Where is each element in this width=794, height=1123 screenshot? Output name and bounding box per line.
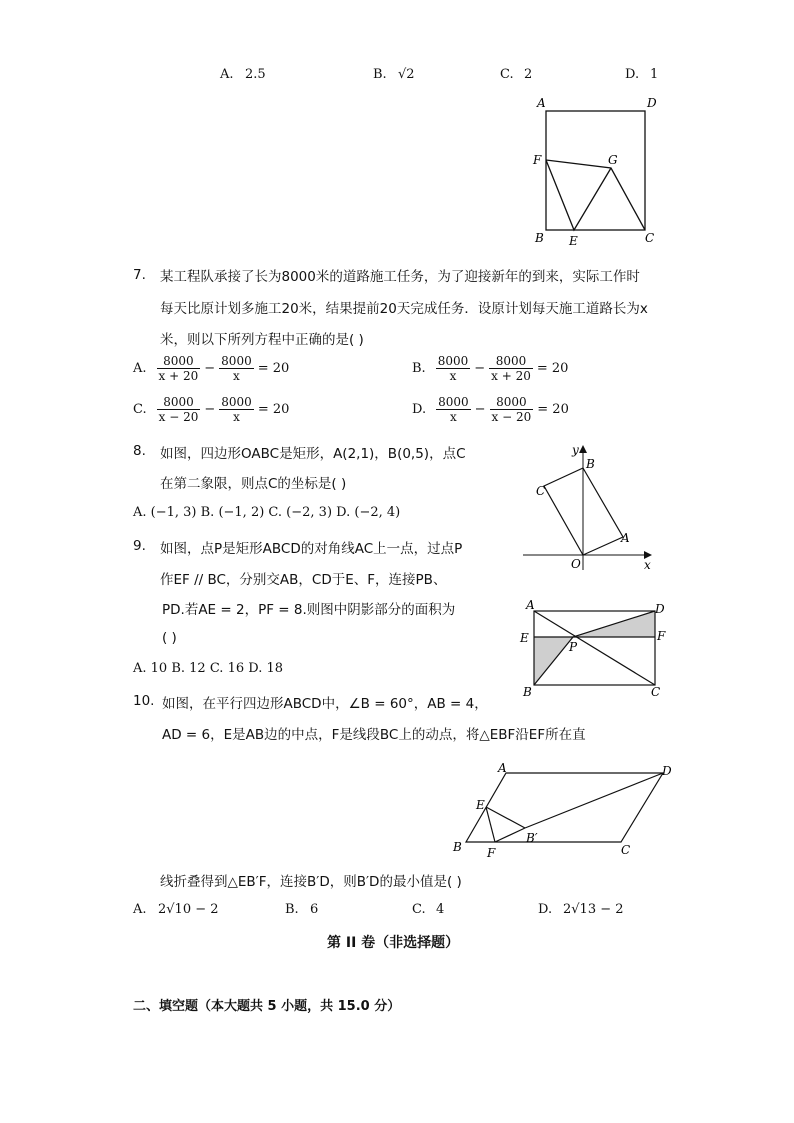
q10-opt-c: 4: [436, 902, 445, 917]
q7-line1: 某工程队承接了长为8000米的道路施工任务，为了迎接新年的到来，实际工作时: [160, 269, 640, 285]
fig10-label-e: E: [476, 798, 485, 812]
q6-opt-b: √2: [398, 67, 415, 82]
q9-line2: 作EF // BC，分别交AB，CD于E、F，连接PB、: [160, 572, 447, 588]
q9-number: 9.: [133, 538, 146, 554]
q10-opt-b-label: B.: [285, 902, 299, 917]
q7-option-d: D. $\frac{8000}{x}$ − $\frac{8000}{x - 20}$ = 20: [412, 395, 569, 424]
fig6-label-b: B: [535, 231, 544, 245]
fig10-label-c: C: [621, 843, 631, 857]
part2-title: 第 II 卷（非选择题）: [327, 935, 460, 951]
figure-q8-axes: [520, 440, 660, 572]
fig9-label-b: B: [523, 685, 532, 699]
fig9-label-a: A: [526, 598, 535, 612]
q10-opt-a: 2√10 − 2: [158, 902, 219, 917]
fig8-label-y: y: [572, 443, 579, 457]
q6-opt-c: 2: [524, 67, 533, 82]
fig6-label-g: G: [608, 153, 618, 167]
q10-number: 10.: [133, 693, 155, 709]
q10-opt-b: 6: [310, 902, 319, 917]
fig6-label-c: C: [645, 231, 655, 245]
q6-opt-d: 1: [650, 67, 659, 82]
q9-line4: ( ): [162, 630, 177, 646]
q9-line3: PD.若AE = 2，PF = 8.则图中阴影部分的面积为: [162, 602, 456, 618]
fig8-label-c: C: [536, 484, 546, 498]
section2-heading: 二、填空题（本大题共 5 小题，共 15.0 分）: [133, 999, 401, 1014]
q7-line2: 每天比原计划多施工20米，结果提前20天完成任务．设原计划每天施工道路长为x: [160, 301, 648, 317]
fig9-label-c: C: [651, 685, 661, 699]
q6-opt-b-label: B.: [373, 67, 387, 82]
q9-options: A. 10 B. 12 C. 16 D. 18: [133, 661, 284, 676]
q10-opt-a-label: A.: [133, 902, 147, 917]
q10-opt-d: 2√13 − 2: [563, 902, 624, 917]
q7-option-a: A. $\frac{8000}{x + 20}$ − $\frac{8000}{x}$ = 20: [133, 354, 290, 383]
fig9-label-d: D: [655, 602, 665, 616]
fig8-label-x: x: [644, 558, 651, 572]
fig10-label-a: A: [498, 761, 507, 775]
fig10-label-bprime: B′: [526, 831, 538, 845]
q6-opt-d-label: D.: [625, 67, 640, 82]
q8-line2: 在第二象限，则点C的坐标是( ): [160, 476, 347, 492]
figure-q6-square: [525, 92, 665, 252]
q6-opt-c-label: C.: [500, 67, 514, 82]
fig6-label-f: F: [533, 153, 542, 167]
q10-opt-d-label: D.: [538, 902, 553, 917]
q6-opt-a-label: A.: [220, 67, 234, 82]
fig8-label-o: O: [571, 557, 581, 571]
fig9-label-f: F: [657, 629, 666, 643]
figure-q9-rectangle: [515, 597, 670, 699]
fig6-label-e: E: [569, 234, 578, 248]
q7-number: 7.: [133, 267, 146, 283]
fig10-label-f: F: [487, 846, 496, 860]
fig10-label-d: D: [662, 764, 672, 778]
figure-q10-parallelogram: [448, 760, 680, 862]
q8-number: 8.: [133, 443, 146, 459]
q7-option-c: C. $\frac{8000}{x - 20}$ − $\frac{8000}{x}$ = 20: [133, 395, 290, 424]
fig6-label-d: D: [647, 96, 657, 110]
q9-line1: 如图，点P是矩形ABCD的对角线AC上一点，过点P: [160, 541, 463, 557]
fig10-label-b: B: [453, 840, 462, 854]
q8-line1: 如图，四边形OABC是矩形，A(2,1)，B(0,5)，点C: [160, 446, 466, 462]
q10-line3: 线折叠得到△EB′F，连接B′D，则B′D的最小值是( ): [160, 874, 462, 890]
q7-option-b: B. $\frac{8000}{x}$ − $\frac{8000}{x + 20}$ = 20: [412, 354, 569, 383]
fig6-label-a: A: [537, 96, 546, 110]
q10-opt-c-label: C.: [412, 902, 426, 917]
fig8-label-b: B: [586, 457, 595, 471]
q7-line3: 米，则以下所列方程中正确的是( ): [160, 332, 364, 348]
fig8-label-a: A: [621, 531, 630, 545]
q10-line1: 如图，在平行四边形ABCD中，∠B = 60°，AB = 4，: [162, 696, 488, 712]
fig9-label-e: E: [520, 631, 529, 645]
fig9-label-p: P: [569, 640, 578, 654]
q8-options: A. (−1, 3) B. (−1, 2) C. (−2, 3) D. (−2, 4): [133, 505, 401, 520]
q6-opt-a: 2.5: [245, 67, 266, 82]
q10-line2: AD = 6，E是AB边的中点，F是线段BC上的动点，将△EBF沿EF所在直: [162, 727, 586, 743]
